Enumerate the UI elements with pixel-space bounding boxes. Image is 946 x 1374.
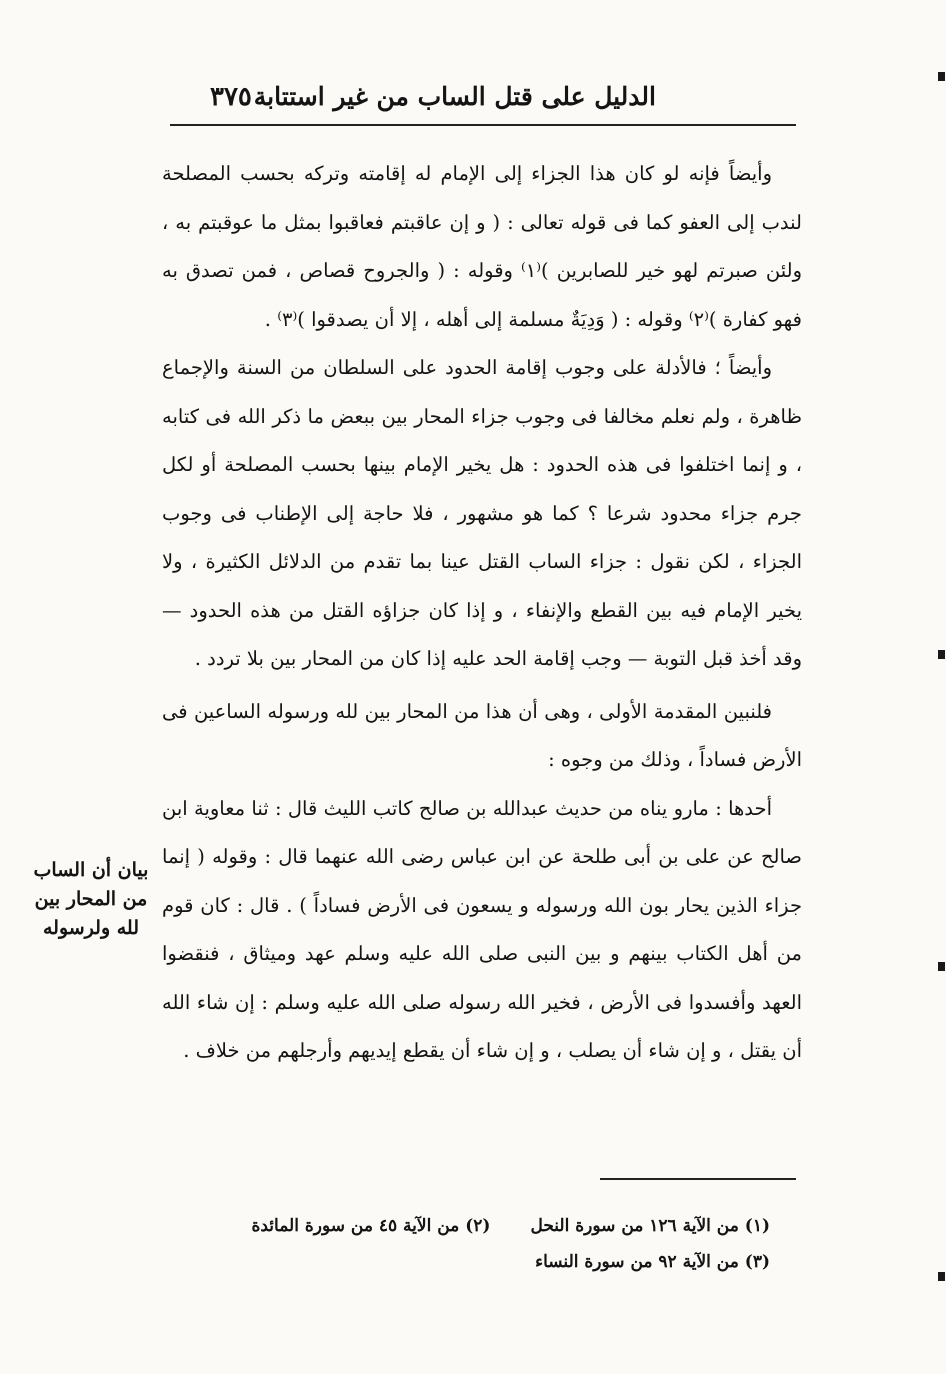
page-header <box>170 78 796 122</box>
footnote-row <box>170 1244 770 1280</box>
footnote-1: (١) من الآية ١٢٦ من سورة النحل <box>530 1216 770 1236</box>
scan-edge-mark <box>938 72 945 81</box>
footnote-row <box>170 1208 770 1244</box>
header-rule <box>170 124 796 126</box>
paragraph-2: وأيضاً ؛ فالأدلة على وجوب إقامة الحدود على السلطان من السنة والإجماع ظاهرة ، ولم نعلم مخالفا فى وجوب جزاء المحار بين ببعض ما ذكر الله فى كتابه ، و إنما اختلفوا فى هذه الحدود : هل يخير الإمام بينها بحسب المصلحة أو لكل جرم جزاء محدود شرعا ؟ كما هو مشهور ، فلا حاجة إلى الإطناب فى وجوب الجزاء ، لكن نقول : جزاء الساب القتل عينا بما تقدم من الدلائل الكثيرة ، ولا يخير الإمام فيه بين القطع والإنفاء ، و إذا كان جزاؤه القتل من هذه الحدود — وقد أخذ قبل التوبة — وجب إقامة الحد عليه إذا كان من المحار بين بلا تردد . <box>162 356 802 670</box>
footnote-2: (٢) من الآية ٤٥ من سورة المائدة <box>251 1216 491 1236</box>
footnotes <box>170 1208 770 1280</box>
paragraph-3: فلنبين المقدمة الأولى ، وهى أن هذا من المحار بين لله ورسوله الساعين فى الأرض فساداً ، وذلك من وجوه : <box>162 699 802 771</box>
page-number: ٣٧٥ <box>210 82 252 112</box>
footnote-rule <box>600 1178 796 1180</box>
running-title: الدليل على قتل الساب من غير استتابة <box>253 82 656 111</box>
paragraph-4: أحدها : مارو يناه من حديث عبدالله بن صالح كاتب الليث قال : ثنا معاوية ابن صالح عن على بن أبى طلحة عن ابن عباس رضى الله عنهما قال : وقوله ( إنما جزاء الذين يحار بون الله ورسوله و يسعون فى الأرض فساداً ) . قال : كان قوم من أهل الكتاب بينهم و بين النبى صلى الله عليه وسلم عهد وميثاق ، فنقضوا العهد وأفسدوا فى الأرض ، فخير الله رسوله صلى الله عليه وسلم : إن شاء الله أن يقتل ، و إن شاء أن يصلب ، و إن شاء أن يقطع إيديهم وأرجلهم من خلاف . <box>162 796 802 1062</box>
footnote-3: (٣) من الآية ٩٢ من سورة النساء <box>535 1252 770 1272</box>
main-text <box>162 150 802 1076</box>
scan-edge-mark <box>938 650 945 659</box>
paragraph-1: وأيضاً فإنه لو كان هذا الجزاء إلى الإمام له إقامته وتركه بحسب المصلحة لندب إلى العفو كما فى قوله تعالى : ( و إن عاقبتم فعاقبوا بمثل ما عوقبتم به ، ولئن صبرتم لهو خير للصابرين )⁽١⁾ وقوله : ( والجروح قصاص ، فمن تصدق به فهو كفارة )⁽٢⁾ وقوله : ( وَدِيَةٌ مسلمة إلى أهله ، إلا أن يصدقوا )⁽٣⁾ . <box>162 162 802 331</box>
margin-note <box>28 856 154 943</box>
margin-note-line: من المحار بين <box>34 888 148 910</box>
margin-note-line: لله ولرسوله <box>42 917 140 939</box>
scan-edge-mark <box>938 962 945 971</box>
scan-edge-mark <box>938 1272 945 1281</box>
margin-note-line: بيان أن الساب <box>33 859 149 881</box>
